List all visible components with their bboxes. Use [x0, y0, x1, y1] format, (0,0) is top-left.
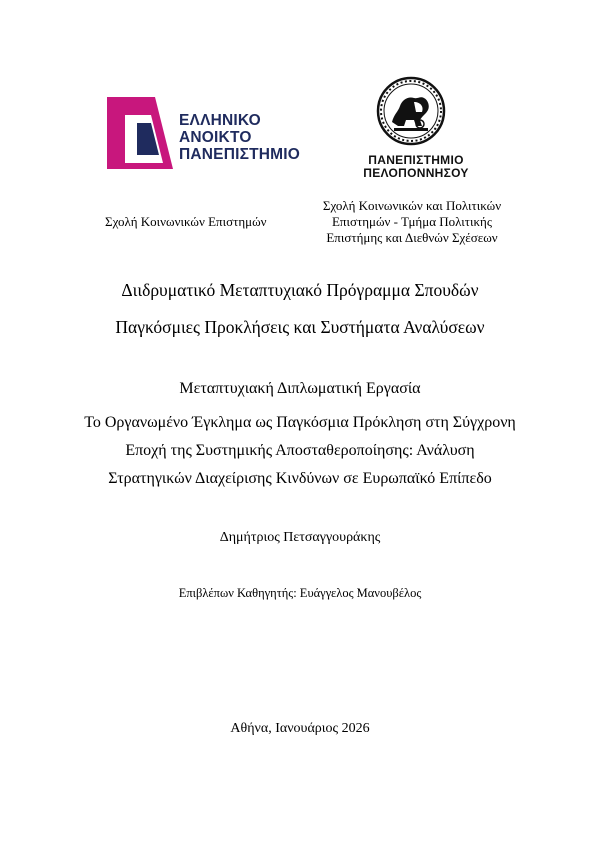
thesis-title-line-3: Στρατηγικών Διαχείρισης Κινδύνων σε Ευρωπαϊκό Επίπεδο	[108, 470, 492, 487]
supervisor: Επιβλέπων Καθηγητής: Ευάγγελος Μανουβέλος	[178, 586, 422, 600]
thesis-title-line-1: Το Οργανωμένο Έγκλημα ως Παγκόσμια Πρόκληση στη Σύγχρονη	[84, 414, 516, 431]
right-school-line-2: Επιστημών - Τμήμα Πολιτικής	[331, 214, 493, 229]
right-school-line-3: Επιστήμης και Διεθνών Σχέσεων	[326, 230, 498, 245]
program-title-line-2: Παγκόσμιες Προκλήσεις και Συστήματα Αναλύσεων	[115, 317, 485, 337]
author-name: Δημήτριος Πετσαγγουράκης	[219, 530, 381, 545]
uop-name-line-1: ΠΑΝΕΠΙΣΤΗΜΙΟ	[368, 153, 464, 167]
hou-logo-line-2: ΑΝΟΙΚΤΟ	[179, 129, 252, 146]
program-title-line-1: Διιδρυματικό Μεταπτυχιακό Πρόγραμμα Σπουδών	[121, 280, 479, 300]
hou-logo-line-1: ΕΛΛΗΝΙΚΟ	[179, 112, 261, 129]
university-of-peloponnese-seal-icon	[376, 76, 446, 146]
right-school-line-1: Σχολή Κοινωνικών και Πολιτικών	[322, 198, 502, 213]
thesis-title-line-2: Εποχή της Συστημικής Αποσταθεροποίησης: Ανάλυση	[125, 442, 475, 459]
place-date: Αθήνα, Ιανουάριος 2026	[230, 721, 370, 736]
hellenic-open-university-logo	[107, 97, 301, 169]
hou-logo-mark-icon	[107, 97, 173, 169]
uop-name-line-2: ΠΕΛΟΠΟΝΝΗΣΟΥ	[363, 166, 469, 180]
thesis-type: Μεταπτυχιακή Διπλωματική Εργασία	[179, 380, 421, 397]
hou-logo-line-3: ΠΑΝΕΠΙΣΤΗΜΙΟ	[179, 146, 301, 163]
left-school-name: Σχολή Κοινωνικών Επιστημών	[105, 214, 267, 229]
